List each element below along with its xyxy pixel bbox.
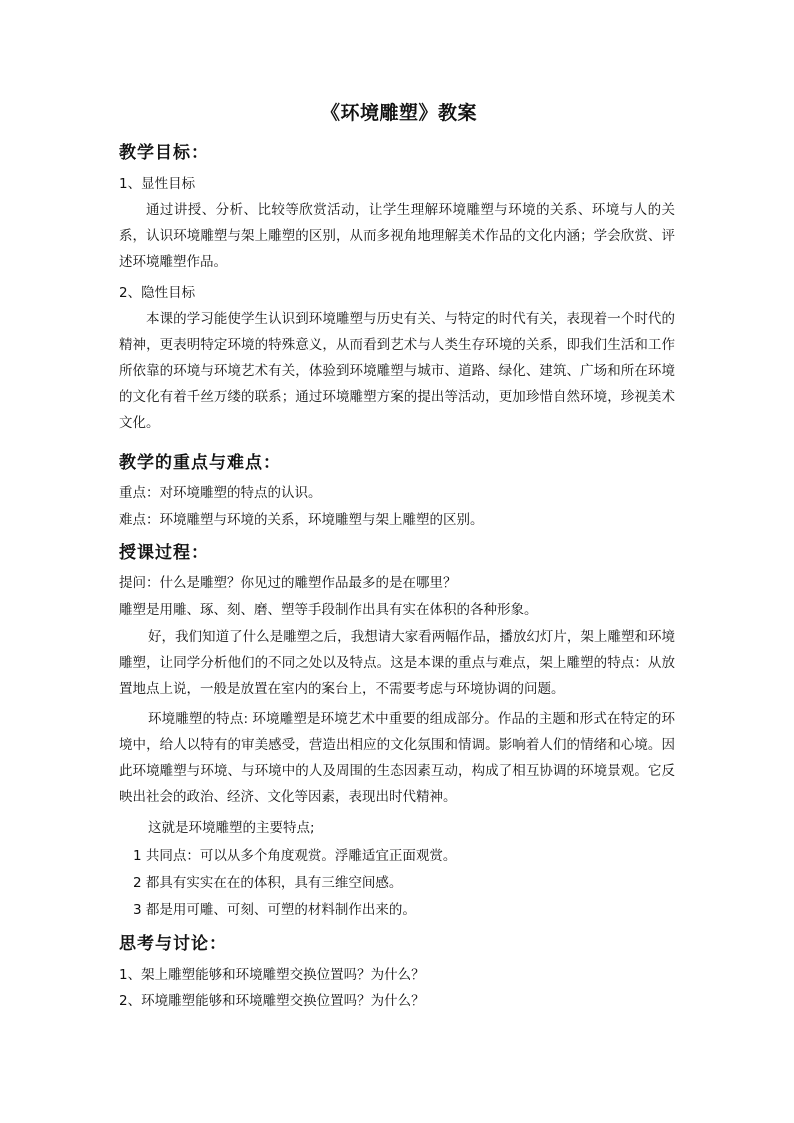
discussion-question-1: 1、架上雕塑能够和环境雕塑交换位置吗？为什么？ (119, 967, 425, 983)
process-heading: 授课过程： (119, 543, 209, 563)
discussion-heading: 思考与讨论： (119, 934, 227, 954)
page-title: 《环境雕塑》教案 (320, 102, 477, 124)
key-points-heading: 教学的重点与难点： (119, 453, 281, 473)
discussion-question-2: 2、环境雕塑能够和环境雕塑交换位置吗？为什么？ (119, 993, 425, 1009)
features-intro: 这就是环境雕塑的主要特点; (148, 820, 315, 836)
objective-1-text: 通过讲授、分析、比较等欣赏活动，让学生理解环境雕塑与环境的关系、环境与人的关系，认识环境雕塑与架上雕塑的区别，从而多视角地理解美术作品的文化内涵；学会欣赏、评述环境雕塑作品。 (119, 202, 675, 270)
sculpture-definition: 雕塑是用雕、琢、刻、磨、塑等手段制作出具有实在体积的各种形象。 (119, 602, 538, 618)
feature-item-2: 2 都具有实实在在的体积，具有三维空间感。 (133, 875, 403, 891)
difficulty-text: 难点：环境雕塑与环境的关系，环境雕塑与架上雕塑的区别。 (119, 512, 484, 528)
feature-item-1: 1 共同点：可以从多个角度观赏。浮雕适宜正面观赏。 (133, 848, 457, 864)
process-question: 提问：什么是雕塑？你见过的雕塑作品最多的是在哪里？ (119, 575, 457, 591)
objectives-heading: 教学目标： (119, 143, 209, 163)
key-point-text: 重点：对环境雕塑的特点的认识。 (119, 485, 322, 501)
feature-item-3: 3 都是用可雕、可刻、可塑的材料制作出来的。 (133, 902, 416, 918)
objective-1-label: 1、显性目标 (119, 176, 196, 192)
objective-2-label: 2、隐性目标 (119, 285, 196, 301)
objective-2-text: 本课的学习能使学生认识到环境雕塑与历史有关、与特定的时代有关，表现着一个时代的精神，更表明特定环境的特殊意义，从而看到艺术与人类生存环境的关系，即我们生活和工作所依靠的环境与环境艺术有关，体验到环境雕塑与城市、道路、绿化、建筑、广场和所在环境的文化有着千丝万缕的联系；通过环境雕塑方案的提出等活动，更加珍惜自然环境，珍视美术文化。 (119, 311, 675, 431)
process-paragraph-1: 好，我们知道了什么是雕塑之后，我想请大家看两幅作品，播放幻灯片，架上雕塑和环境雕塑，让同学分析他们的不同之处以及特点。这是本课的重点与难点，架上雕塑的特点：从放置地点上说，一般是放置在室内的案台上，不需要考虑与环境协调的问题。 (119, 629, 675, 697)
process-paragraph-2: 环境雕塑的特点: 环境雕塑是环境艺术中重要的组成部分。作品的主题和形式在特定的环境中，给人以特有的审美感受，营造出相应的文化氛围和情调。影响着人们的情绪和心境。因此环境雕塑与环境、与环境中的人及周围的生态因素互动，构成了相互协调的环境景观。它反映出社会的政治、经济、文化等因素，表现出时代精神。 (119, 711, 675, 805)
